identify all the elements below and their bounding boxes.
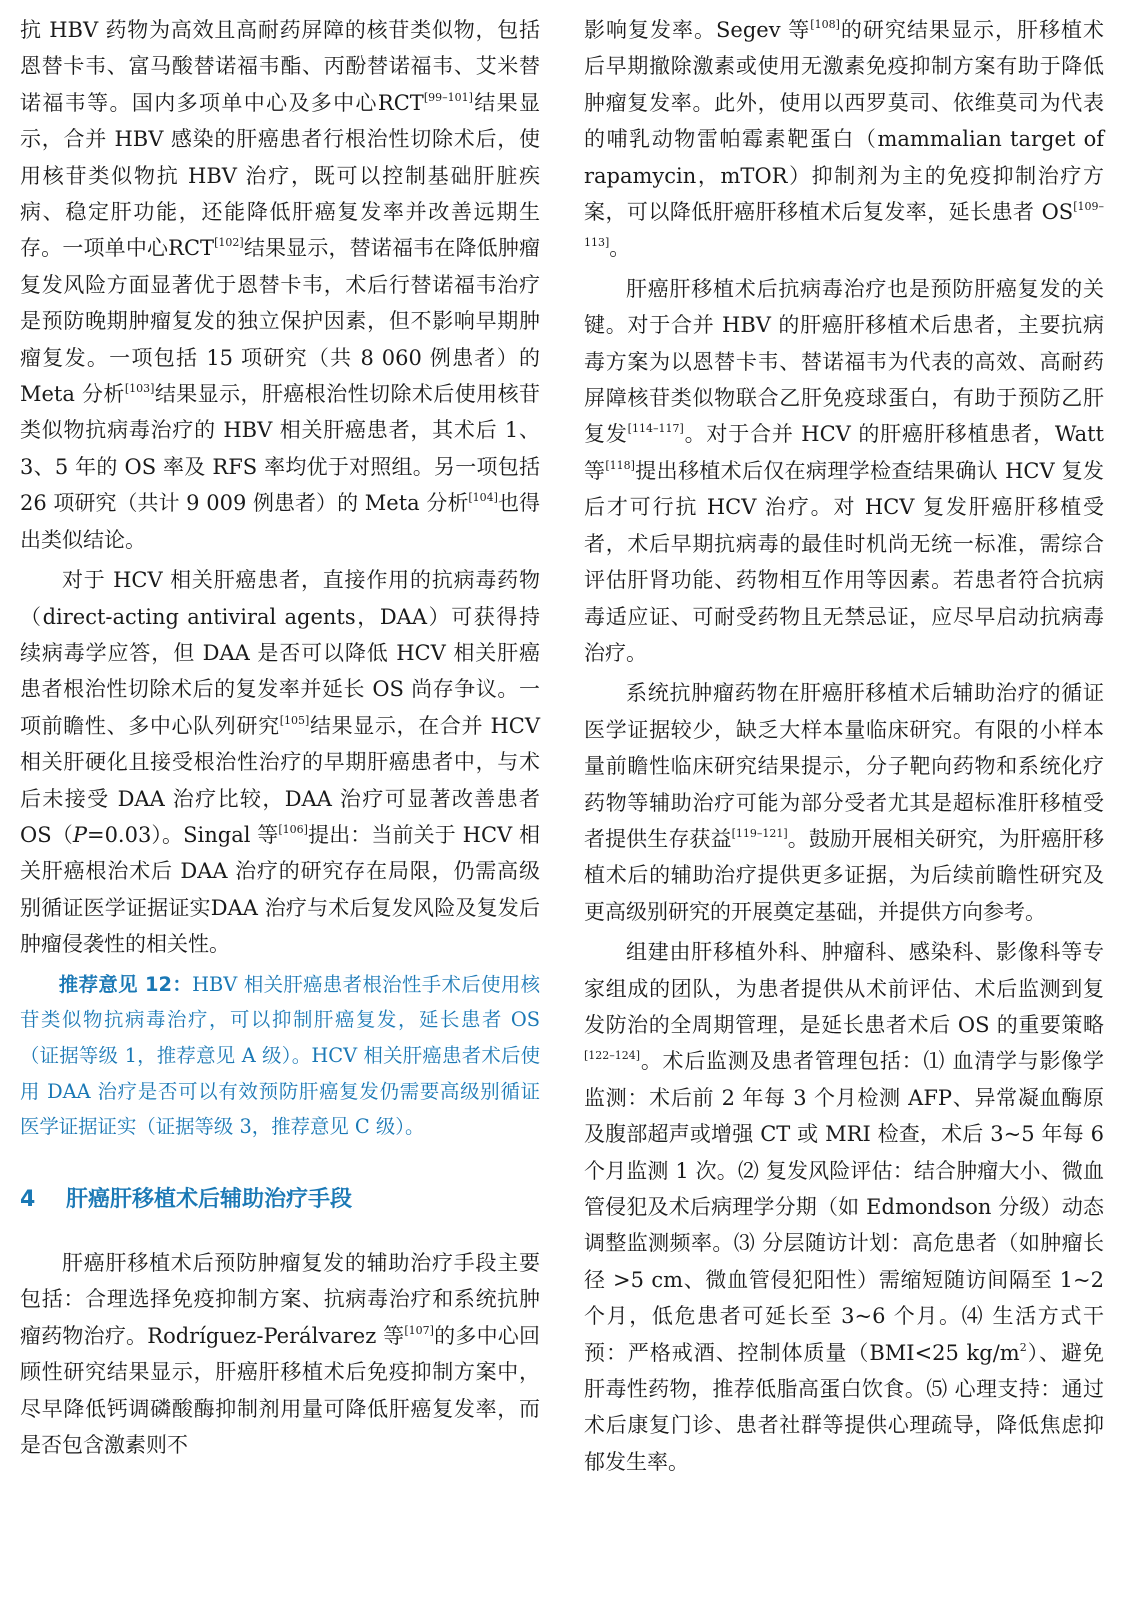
text: ）、避免肝毒性药物，推荐低脂高蛋白饮食。⑸ 心理支持：通过术后康复门诊、患者社群等提供心理疏导，降低焦虑抑郁发生率。 xyxy=(584,1340,1104,1474)
text: 系统抗肿瘤药物在肝癌肝移植术后辅助治疗的循证医学证据较少，缺乏大样本量临床研究。有限的小样本量前瞻性临床研究结果提示，分子靶向药物和系统化疗药物等辅助治疗可能为部分受者尤其是超标准肝移植受者提供生存获益 xyxy=(584,681,1104,851)
recommendation-12 xyxy=(20,967,540,1146)
recommendation-text: HBV 相关肝癌患者根治性手术后使用核苷类似物抗病毒治疗，可以抑制肝癌复发，延长患者 OS（证据等级 1，推荐意见 A 级）。HCV 相关肝癌患者术后使用 DAA 治疗是否可以有效预防肝癌复发仍需要高级别循证医学证据证实（证据等级 3，推荐意见 C 级）。 xyxy=(20,972,540,1139)
citation: [119–121] xyxy=(731,826,788,840)
p-value-symbol: P xyxy=(72,822,87,847)
text: 的多中心回顾性研究结果显示，肝癌肝移植术后免疫抑制方案中，尽早降低钙调磷酸酶抑制剂用量可降低肝癌复发率，而是否包含激素则不 xyxy=(20,1323,540,1458)
paragraph-systemic-therapy xyxy=(584,675,1104,930)
text: 。术后监测及患者管理包括：⑴ 血清学与影像学监测：术后前 2 年每 3 个月检测 AFP、异常凝血酶原及腹部超声或增强 CT 或 MRI 检查，术后 3~5 年每 6 个月监测 1 次。⑵ 复发风险评估：结合肿瘤大小、微血管侵犯及术后病理学分期（如 Edmondson 分级）动态调整监测频率。⑶ 分层随访计划：高危患者（如肿瘤长径 >5 cm、微血管侵犯阳性）需缩短随访间隔至 1~2 个月，低危患者可延长至 3~6 个月。⑷ 生活方式干预：严格戒酒、控制体质量（BMI<25 kg/m xyxy=(584,1049,1104,1365)
citation: [99–101] xyxy=(423,90,473,104)
paragraph-transplant-adjuvant xyxy=(20,1245,540,1463)
paragraph-hcv-daa xyxy=(20,562,540,962)
text: 影响复发率。Segev 等 xyxy=(584,18,811,42)
superscript: 2 xyxy=(1019,1340,1027,1354)
text: 。对于合并 HCV 的肝癌肝移植患者，Watt 等 xyxy=(584,422,1104,483)
paragraph-transplant-antiviral xyxy=(584,271,1104,671)
citation: [109–113] xyxy=(584,200,1104,250)
text: 结果显示，在合并 HCV 相关肝硬化且接受根治性治疗的早期肝癌患者中，与术后未接受 DAA 治疗比较，DAA 治疗可显著改善患者 OS（ xyxy=(20,713,540,847)
paragraph-hbv-antiviral xyxy=(20,12,540,558)
citation: [107] xyxy=(404,1323,434,1337)
text: 肝癌肝移植术后预防肿瘤复发的辅助治疗手段主要包括：合理选择免疫抑制方案、抗病毒治疗和系统抗肿瘤药物治疗。Rodríguez-Perálvarez 等 xyxy=(20,1251,540,1348)
section-title: 肝癌肝移植术后辅助治疗手段 xyxy=(66,1187,353,1213)
text: 组建由肝移植外科、肿瘤科、感染科、影像科等专家组成的团队，为患者提供从术前评估、术后监测到复发防治的全周期管理，是延长患者术后 OS 的重要策略 xyxy=(584,940,1104,1037)
citation: [108] xyxy=(810,18,840,31)
paragraph-followup-management xyxy=(584,934,1104,1480)
text: 。 xyxy=(609,236,631,261)
text: 抗 HBV 药物为高效且高耐药屏障的核苷类似物，包括恩替卡韦、富马酸替诺福韦酯、丙酚替诺福韦、艾米替诺福韦等。国内多项单中心及多中心RCT xyxy=(20,18,540,115)
paragraph-immunosuppression xyxy=(584,12,1104,267)
text: =0.03）。Singal 等 xyxy=(86,822,279,847)
right-column xyxy=(584,12,1104,1484)
text: 肝癌肝移植术后抗病毒治疗也是预防肝癌复发的关键。对于合并 HBV 的肝癌肝移植术后患者，主要抗病毒方案为以恩替卡韦、替诺福韦为代表的高效、高耐药屏障核苷类似物联合乙肝免疫球蛋白，有助于预防乙肝复发 xyxy=(584,276,1104,447)
section-number: 4 xyxy=(20,1187,36,1213)
recommendation-label: 推荐意见 12： xyxy=(58,972,193,996)
text: 结果显示，合并 HBV 感染的肝癌患者行根治性切除术后，使用核苷类似物抗 HBV 治疗，既可以控制基础肝脏疾病、稳定肝功能，还能降低肝癌复发率并改善远期生存。一项单中心RCT xyxy=(20,90,541,261)
citation: [102] xyxy=(214,236,244,250)
text: 也得出类似结论。 xyxy=(20,491,540,552)
text: 提出移植术后仅在病理学检查结果确认 HCV 复发后才可行抗 HCV 治疗。对 HCV 复发肝癌肝移植受者，术后早期抗病毒的最佳时机尚无统一标准，需综合评估肝肾功能、药物相互作用等因素。若患者符合抗病毒适应证、可耐受药物且无禁忌证，应尽早启动抗病毒治疗。 xyxy=(584,458,1104,665)
citation: [118] xyxy=(605,458,635,472)
text: 对于 HCV 相关肝癌患者，直接作用的抗病毒药物（direct-acting antiviral agents，DAA）可获得持续病毒学应答，但 DAA 是否可以降低 HCV 相关肝癌患者根治性切除术后的复发率并延长 OS 尚存争议。一项前瞻性、多中心队列研究 xyxy=(20,568,540,738)
text: 结果显示，替诺福韦在降低肿瘤复发风险方面显著优于恩替卡韦，术后行替诺福韦治疗是预防晚期肿瘤复发的独立保护因素，但不影响早期肿瘤复发。一项包括 15 项研究（共 8 060 例患者）的 Meta 分析 xyxy=(20,236,540,407)
text: 结果显示，肝癌根治性切除术后使用核苷类似物抗病毒治疗的 HBV 相关肝癌患者，其术后 1、3、5 年的 OS 率及 RFS 率均优于对照组。另一项包括 26 项研究（共计 9 009 例患者）的 Meta 分析 xyxy=(20,382,540,516)
section-heading xyxy=(20,1185,540,1215)
text: 提出：当前关于 HCV 相关肝癌根治术后 DAA 治疗的研究存在局限，仍需高级别循证医学证据证实DAA 治疗与术后复发风险及复发后肿瘤侵袭性的相关性。 xyxy=(20,822,540,957)
citation: [103] xyxy=(124,382,155,396)
citation: [105] xyxy=(279,713,310,727)
text: 。鼓励开展相关研究，为肝癌肝移植术后的辅助治疗提供更多证据，为后续前瞻性研究及更高级别研究的开展奠定基础，并提供方向参考。 xyxy=(584,826,1105,924)
left-column xyxy=(20,12,540,1468)
citation: [106] xyxy=(278,822,308,836)
citation: [114–117] xyxy=(627,422,684,436)
citation: [122–124] xyxy=(584,1049,641,1063)
text: 的研究结果显示，肝移植术后早期撤除激素或使用无激素免疫抑制方案有助于降低肿瘤复发率。此外，使用以西罗莫司、依维莫司为代表的哺乳动物雷帕霉素靶蛋白（mammalian target of rapamycin，mTOR）抑制剂为主的免疫抑制治疗方案，可以降低肝癌肝移植术后复发率，延长患者 OS xyxy=(584,18,1104,225)
citation: [104] xyxy=(468,491,498,505)
